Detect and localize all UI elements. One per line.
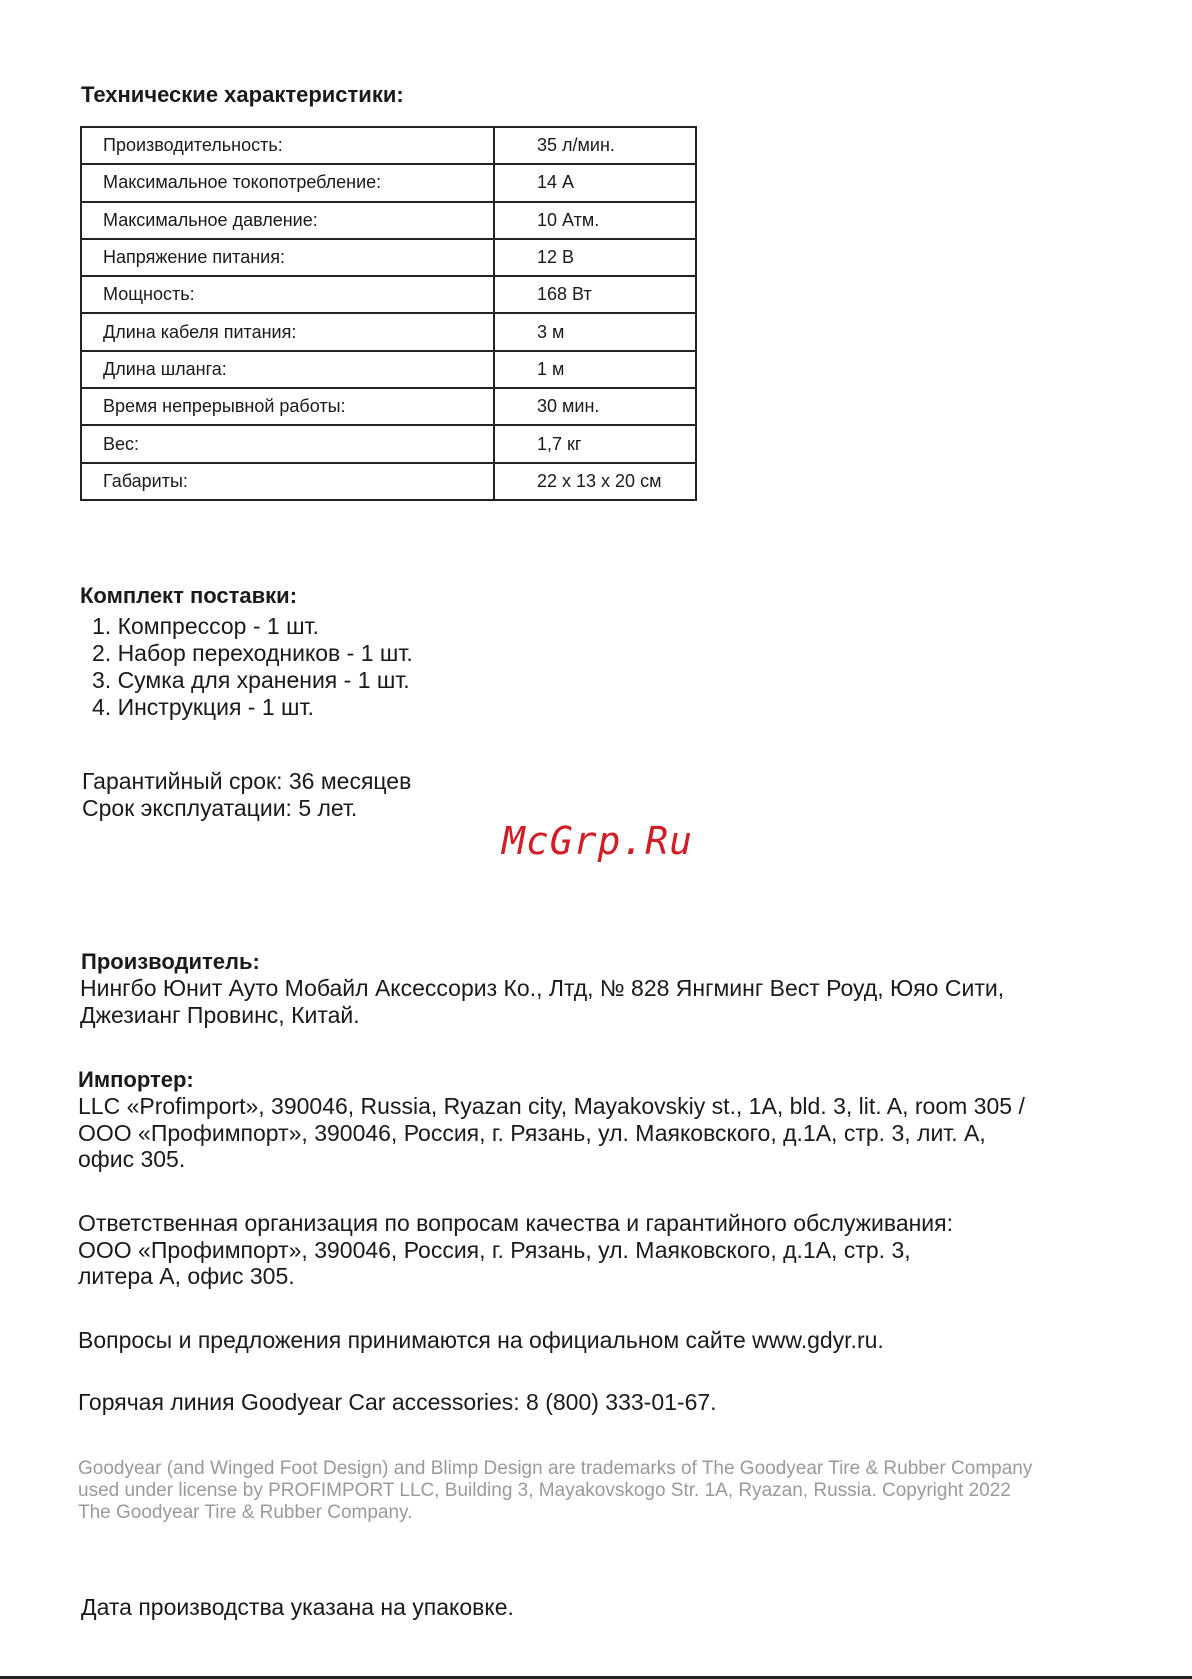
spec-label: Габариты: (81, 463, 494, 500)
spec-label: Мощность: (81, 276, 494, 313)
spec-value: 1,7 кг (494, 425, 696, 462)
spec-label: Длина кабеля питания: (81, 313, 494, 350)
list-item: 3. Сумка для хранения - 1 шт. (92, 667, 410, 693)
spec-value: 30 мин. (494, 388, 696, 425)
responsible-line: литера А, офис 305. (78, 1263, 295, 1289)
kit-list (92, 613, 413, 721)
importer-line: LLC «Profimport», 390046, Russia, Ryazan city, Mayakovskiy st., 1A, bld. 3, lit. A, room 305 / (78, 1093, 1025, 1119)
manufacturer-line: Нингбо Юнит Ауто Мобайл Аксессориз Ко., Лтд, № 828 Янгминг Вест Роуд, Юяо Сити, (80, 975, 1005, 1001)
list-item: 1. Компрессор - 1 шт. (92, 613, 319, 639)
questions-text: Вопросы и предложения принимаются на официальном сайте www.gdyr.ru. (78, 1327, 884, 1353)
spec-value: 12 В (494, 239, 696, 276)
table-row (81, 351, 696, 388)
manufacturer-line: Джезианг Провинс, Китай. (80, 1002, 360, 1028)
spec-label: Максимальное токопотребление: (81, 164, 494, 201)
table-row (81, 463, 696, 500)
watermark: McGrp.Ru (502, 819, 694, 863)
table-row (81, 164, 696, 201)
spec-label: Время непрерывной работы: (81, 388, 494, 425)
trademark-line: The Goodyear Tire & Rubber Company. (78, 1502, 413, 1523)
spec-value: 35 л/мин. (494, 127, 696, 164)
responsible-line: ООО «Профимпорт», 390046, Россия, г. Рязань, ул. Маяковского, д.1А, стр. 3, (78, 1237, 911, 1263)
kit-title: Комплект поставки: (80, 583, 298, 608)
importer-line: офис 305. (78, 1146, 186, 1172)
spec-label: Длина шланга: (81, 351, 494, 388)
specs-title: Технические характеристики: (81, 82, 404, 107)
table-row (81, 388, 696, 425)
spec-value: 14 А (494, 164, 696, 201)
spec-label: Напряжение питания: (81, 239, 494, 276)
specs-table (80, 126, 697, 501)
service-life: Срок эксплуатации: 5 лет. (82, 795, 358, 821)
list-item: 2. Набор переходников - 1 шт. (92, 640, 413, 666)
table-row (81, 313, 696, 350)
list-item: 4. Инструкция - 1 шт. (92, 694, 314, 720)
table-row (81, 276, 696, 313)
trademark-line: Goodyear (and Winged Foot Design) and Blimp Design are trademarks of The Goodyear Tire & Rubber Company (78, 1458, 1033, 1479)
warranty-term: Гарантийный срок: 36 месяцев (82, 768, 412, 794)
responsible-line: Ответственная организация по вопросам качества и гарантийного обслуживания: (78, 1210, 953, 1236)
spec-value: 1 м (494, 351, 696, 388)
spec-value: 168 Вт (494, 276, 696, 313)
importer-title: Импортер: (78, 1067, 194, 1092)
hotline-text: Горячая линия Goodyear Car accessories: 8 (800) 333-01-67. (78, 1389, 717, 1415)
table-row (81, 239, 696, 276)
spec-label: Производительность: (81, 127, 494, 164)
manufacturer-title: Производитель: (81, 949, 260, 974)
table-row (81, 202, 696, 239)
spec-value: 3 м (494, 313, 696, 350)
spec-label: Максимальное давление: (81, 202, 494, 239)
trademark-line: used under license by PROFIMPORT LLC, Building 3, Mayakovskogo Str. 1A, Ryazan, Russia. Copyright 2022 (78, 1480, 1011, 1501)
spec-label: Вес: (81, 425, 494, 462)
table-row (81, 425, 696, 462)
spec-value: 22 х 13 х 20 см (494, 463, 696, 500)
table-row (81, 127, 696, 164)
production-date: Дата производства указана на упаковке. (81, 1594, 514, 1620)
importer-line: ООО «Профимпорт», 390046, Россия, г. Рязань, ул. Маяковского, д.1А, стр. 3, лит. А, (78, 1120, 986, 1146)
spec-value: 10 Атм. (494, 202, 696, 239)
